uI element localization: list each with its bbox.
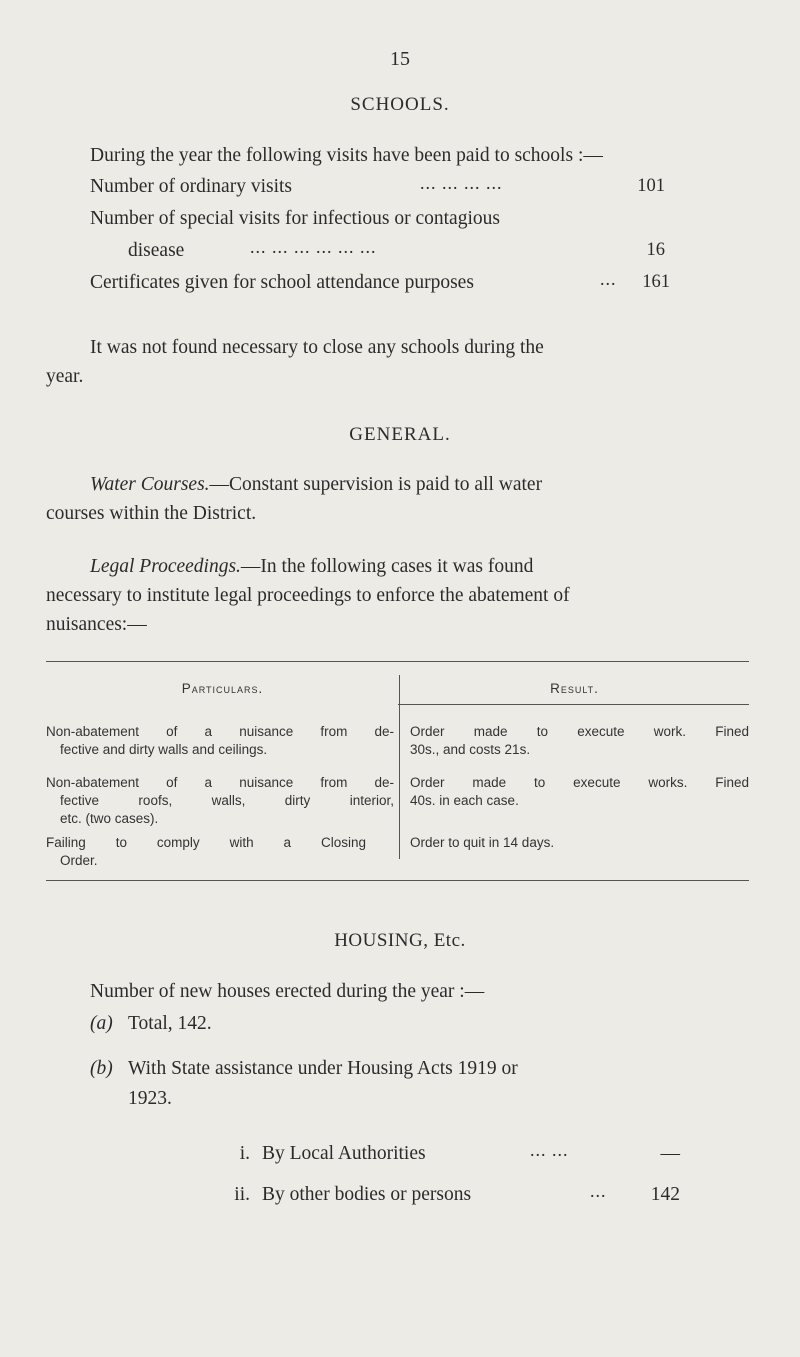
table-cell-particulars: Non-abatement of a nuisance from de- (46, 775, 394, 790)
legal-proceedings-text: —In the following cases it was found (240, 556, 534, 577)
table-column-divider (399, 675, 400, 859)
schools-row-label: Certificates given for school attendance purposes (90, 272, 474, 293)
schools-row-value: 161 (642, 272, 670, 292)
leader-dots: ... (600, 269, 617, 289)
housing-item-marker: (b) (90, 1058, 113, 1079)
housing-subitem-value: 142 (650, 1184, 680, 1205)
water-courses-paragraph (90, 471, 542, 498)
schools-row-label: Number of special visits for infectious or contagious (90, 208, 500, 229)
table-header-rule (398, 704, 749, 705)
leader-dots: ... (590, 1181, 607, 1201)
table-bottom-rule (46, 880, 749, 881)
schools-heading: SCHOOLS. (350, 94, 450, 115)
legal-proceedings-text: necessary to institute legal proceedings to enforce the abatement of (46, 585, 570, 606)
schools-intro: During the year the following visits have been paid to schools :— (90, 145, 603, 166)
table-cell-result: Order to quit in 14 days. (410, 835, 555, 850)
table-header-result: Result. (550, 681, 599, 696)
leader-dots: ... ... ... ... ... ... (250, 237, 377, 257)
table-row (410, 723, 749, 759)
schools-row-label: Number of ordinary visits (90, 176, 293, 197)
table-header-particulars: Particulars. (181, 681, 264, 696)
housing-item-text: Total, 142. (128, 1013, 212, 1034)
housing-subitem-label: By other bodies or persons (262, 1184, 472, 1205)
housing-subitem-marker: i. (239, 1143, 250, 1164)
table-row (46, 834, 366, 870)
legal-proceedings-paragraph (90, 553, 533, 580)
housing-subitem-value: — (660, 1143, 680, 1164)
housing-heading: HOUSING, Etc. (334, 930, 466, 951)
schools-closing-line: It was not found necessary to close any schools during the (90, 337, 544, 358)
housing-item-text: 1923. (128, 1088, 172, 1109)
table-cell-particulars: Failing to comply with a Closing (46, 835, 366, 850)
table-cell-particulars: Non-abatement of a nuisance from de- (46, 724, 394, 739)
housing-intro: Number of new houses erected during the year :— (90, 981, 485, 1002)
housing-item-text: With State assistance under Housing Acts 1919 or (128, 1058, 518, 1079)
table-row (410, 774, 749, 810)
legal-proceedings-text: nuisances:— (46, 614, 147, 635)
water-courses-text: courses within the District. (46, 503, 257, 524)
page-number: 15 (390, 48, 410, 70)
schools-row-label: disease (128, 240, 185, 261)
schools-row-value: 16 (646, 240, 665, 260)
leader-dots: ... ... (530, 1140, 569, 1160)
legal-proceedings-title: Legal Proceedings. (90, 556, 241, 577)
leader-dots: ... ... ... ... (420, 173, 503, 193)
water-courses-title: Water Courses. (90, 474, 210, 495)
table-cell-result: Order made to execute works. Fined (410, 775, 749, 790)
table-top-rule (46, 661, 749, 662)
schools-closing-line: year. (46, 366, 84, 387)
housing-subitem-label: By Local Authorities (262, 1143, 426, 1164)
table-cell-particulars: etc. (two cases). (60, 811, 159, 826)
housing-item-marker: (a) (90, 1013, 113, 1034)
table-row (410, 834, 749, 852)
table-cell-result: 40s. in each case. (410, 793, 519, 808)
table-cell-particulars: fective and dirty walls and ceilings. (60, 742, 268, 757)
water-courses-text: —Constant supervision is paid to all water (209, 474, 543, 495)
housing-subitem-marker: ii. (234, 1184, 250, 1205)
table-cell-particulars: fective roofs, walls, dirty interior, (60, 793, 394, 808)
table-cell-result: Order made to execute work. Fined (410, 724, 749, 739)
schools-row-value: 101 (637, 176, 665, 196)
table-cell-result: 30s., and costs 21s. (410, 742, 531, 757)
table-row (46, 723, 394, 759)
table-cell-particulars: Order. (60, 853, 98, 868)
general-heading: GENERAL. (349, 424, 451, 445)
table-row (46, 774, 394, 828)
